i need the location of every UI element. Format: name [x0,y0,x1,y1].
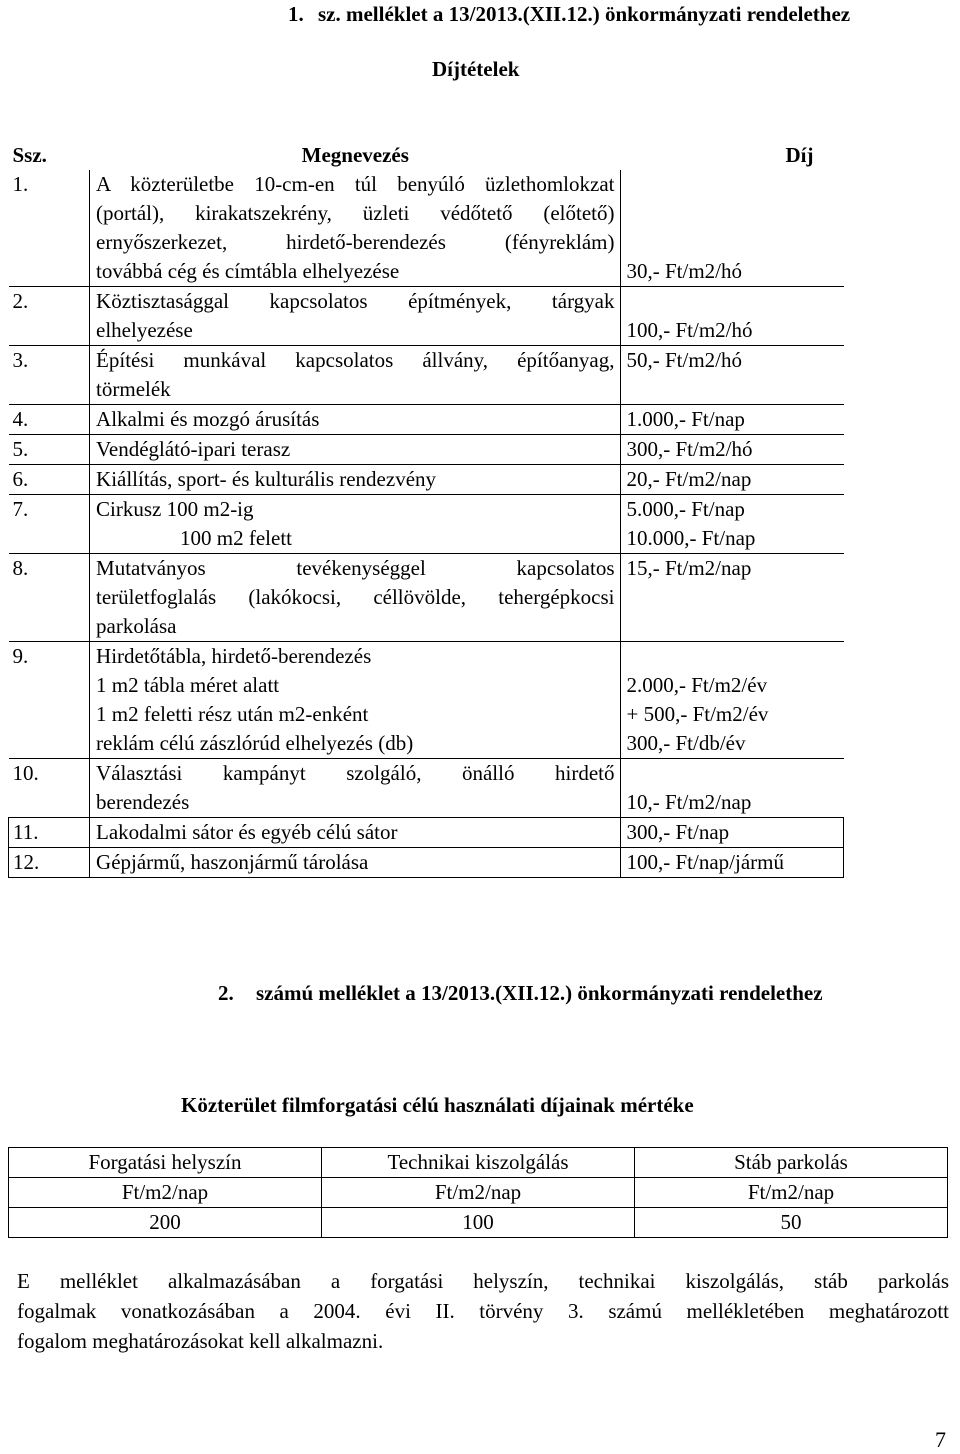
row-fee [620,495,844,554]
row-num: 1. [9,170,90,287]
name-line: A közterületbe 10-cm-en túl benyúló üzlethomlokzat [96,172,615,196]
table-row [9,848,844,878]
table-row [9,1178,948,1208]
row-num: 12. [9,848,90,878]
row-name [90,759,620,818]
name-line: 1 m2 feletti rész után m2-enként [96,702,369,726]
table-row [9,495,844,554]
row-fee: 15,- Ft/m2/nap [620,554,844,642]
col-header-fee: Díj [785,143,814,167]
row-fee: 30,- Ft/m2/hó [620,170,844,287]
annex1-title: Díjtételek [432,57,520,81]
name-line: (portál), kirakatszekrény, üzleti védőtető (előtető) [96,201,615,225]
row-fee: 1.000,- Ft/nap [620,405,844,435]
row-name [90,554,620,642]
table-row [9,465,844,495]
annex2-number: 2. [218,981,234,1005]
page-number: 7 [935,1427,946,1452]
annex2-heading [218,979,823,1008]
name-line: reklám célú zászlórúd elhelyezés (db) [96,731,414,755]
row-name [90,346,620,405]
unit-cell: Ft/m2/nap [322,1178,635,1208]
row-fee: 50,- Ft/m2/hó [620,346,844,405]
name-line: területfoglalás (lakókocsi, céllövölde, tehergépkocsi [96,585,615,609]
row-fee: 100,- Ft/nap/jármű [620,848,844,878]
table-row [9,405,844,435]
table-row [9,1148,948,1178]
annex1-heading-text: sz. melléklet a 13/2013.(XII.12.) önkormányzati rendelethez [318,2,851,26]
row-name: Kiállítás, sport- és kulturális rendezvény [90,465,620,495]
row-name: Vendéglátó-ipari terasz [90,435,620,465]
name-line: 1 m2 tábla méret alatt [96,673,280,697]
row-num: 3. [9,346,90,405]
note-line: fogalom meghatározásokat kell alkalmazni. [17,1329,384,1353]
row-fee: 10,- Ft/m2/nap [620,759,844,818]
filming-fee-table [8,1147,948,1238]
header-cell: Stáb parkolás [635,1148,948,1178]
value-cell: 50 [635,1208,948,1238]
row-fee: 20,- Ft/m2/nap [620,465,844,495]
fee-line: 10.000,- Ft/nap [626,526,756,550]
row-num: 8. [9,554,90,642]
name-line: Köztisztasággal kapcsolatos építmények, tárgyak [96,289,615,313]
row-name: Lakodalmi sátor és egyéb célú sátor [90,818,620,848]
table-row [9,554,844,642]
fee-line: + 500,- Ft/m2/év [626,702,769,726]
row-num: 9. [9,642,90,759]
table-row [9,1208,948,1238]
note-line: fogalmak vonatkozásában a 2004. évi II. törvény 3. számú mellékletében meghatározott [17,1299,949,1323]
name-line: ernyőszerkezet, hirdető-berendezés (fényreklám) [96,230,615,254]
name-line: 100 m2 felett [180,526,293,550]
row-name [90,495,620,554]
header-cell: Forgatási helyszín [9,1148,322,1178]
name-line: berendezés [96,790,190,814]
row-name [90,287,620,346]
table-row [9,818,844,848]
row-fee: 300,- Ft/m2/hó [620,435,844,465]
name-line: Választási kampányt szolgáló, önálló hirdető [96,761,615,785]
annex1-heading [288,0,850,29]
annex2-heading-text: számú melléklet a 13/2013.(XII.12.) önkormányzati rendelethez [256,981,823,1005]
row-num: 5. [9,435,90,465]
name-line: Mutatványos tevékenységgel kapcsolatos [96,556,615,580]
row-name: Alkalmi és mozgó árusítás [90,405,620,435]
row-name: Gépjármű, haszonjármű tárolása [90,848,620,878]
unit-cell: Ft/m2/nap [9,1178,322,1208]
row-name [90,170,620,287]
col-header-num: Ssz. [12,143,47,167]
row-num: 6. [9,465,90,495]
row-num: 4. [9,405,90,435]
annex2-note [17,1266,949,1356]
row-fee: 100,- Ft/m2/hó [620,287,844,346]
unit-cell: Ft/m2/nap [635,1178,948,1208]
row-name [90,642,620,759]
row-num: 10. [9,759,90,818]
row-num: 2. [9,287,90,346]
row-num: 11. [9,818,90,848]
name-line: Építési munkával kapcsolatos állvány, építőanyag, [96,348,615,372]
row-fee: 300,- Ft/nap [620,818,844,848]
name-line: Cirkusz 100 m2-ig [96,497,254,521]
name-line: továbbá cég és címtábla elhelyezése [96,259,400,283]
header-cell: Technikai kiszolgálás [322,1148,635,1178]
table-row [9,346,844,405]
value-cell: 200 [9,1208,322,1238]
table-row [9,287,844,346]
annex2-title: Közterület filmforgatási célú használati díjainak mértéke [181,1093,694,1117]
annex1-number: 1. [288,2,304,26]
name-line: törmelék [96,377,171,401]
row-num: 7. [9,495,90,554]
table-row [9,759,844,818]
table-row [9,170,844,287]
fee-line: 5.000,- Ft/nap [626,497,745,521]
value-cell: 100 [322,1208,635,1238]
fee-line: 300,- Ft/db/év [626,731,746,755]
fee-line: 2.000,- Ft/m2/év [626,673,768,697]
note-line: E melléklet alkalmazásában a forgatási helyszín, technikai kiszolgálás, stáb parkolás [17,1269,949,1293]
table-row [9,435,844,465]
col-header-name: Megnevezés [301,143,409,167]
fee-line [627,642,844,671]
table-row [9,642,844,759]
name-line: Hirdetőtábla, hirdető-berendezés [96,644,372,668]
name-line: parkolása [96,614,177,638]
row-fee [620,642,844,759]
fee-table [8,141,844,878]
name-line: elhelyezése [96,318,193,342]
